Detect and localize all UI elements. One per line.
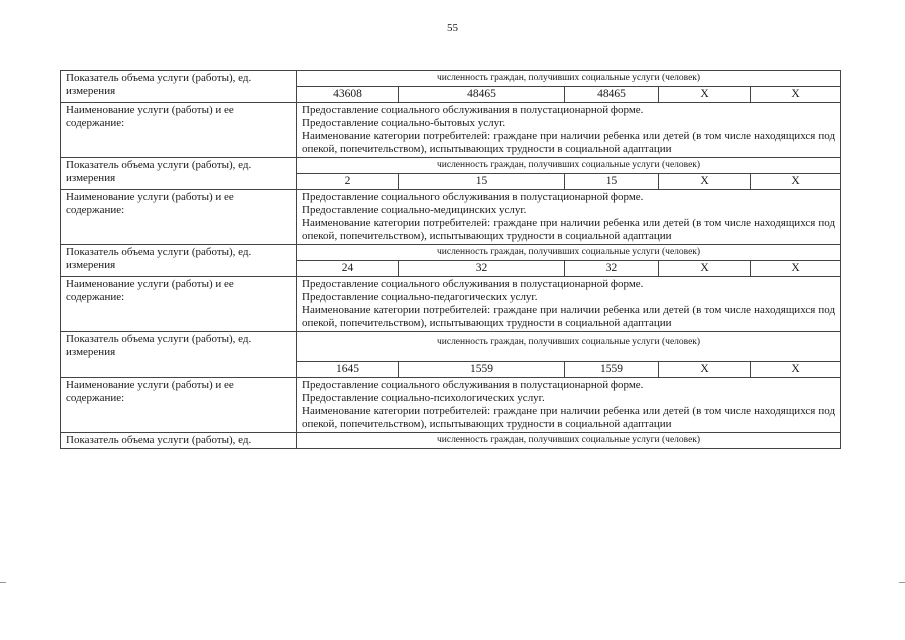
indicator-label: Показатель объема услуги (работы), ед. измерения: [61, 71, 297, 103]
description-line: Предоставление социального обслуживания в полустационарной форме.: [302, 379, 644, 391]
description-line: Наименование категории потребителей: граждане при наличии ребенка или детей (в том числе находящихся под опекой, попечительством), испытывающих трудности в социальной адаптации: [302, 304, 836, 329]
indicator-label: Показатель объема услуги (работы), ед.: [61, 433, 297, 449]
indicator-unit: численность граждан, получивших социальные услуги (человек): [297, 433, 841, 449]
description-line: Предоставление социального обслуживания в полустационарной форме.: [302, 278, 644, 290]
service-name-label: Наименование услуги (работы) и ее содержание:: [61, 103, 297, 158]
indicator-row: [61, 71, 841, 87]
service-name-label: Наименование услуги (работы) и ее содержание:: [61, 190, 297, 245]
indicator-unit: численность граждан, получивших социальные услуги (человек): [297, 158, 841, 174]
description-line: Наименование категории потребителей: граждане при наличии ребенка или детей (в том числе находящихся под опекой, попечительством), испытывающих трудности в социальной адаптации: [302, 217, 836, 242]
value-cell: 48465: [399, 87, 565, 103]
description-line: Предоставление социально-медицинских услуг.: [302, 204, 527, 216]
value-cell: Х: [751, 261, 841, 277]
indicator-row: [61, 332, 841, 362]
indicator-unit: численность граждан, получивших социальные услуги (человек): [297, 245, 841, 261]
value-cell: Х: [659, 261, 751, 277]
service-name-row: [61, 378, 841, 433]
value-cell: 43608: [297, 87, 399, 103]
service-name-row: [61, 190, 841, 245]
description-line: Предоставление социально-педагогических услуг.: [302, 291, 538, 303]
value-cell: 1645: [297, 362, 399, 378]
indicator-row: [61, 158, 841, 174]
value-cell: Х: [659, 87, 751, 103]
description-line: Наименование категории потребителей: граждане при наличии ребенка или детей (в том числе находящихся под опекой, попечительством), испытывающих трудности в социальной адаптации: [302, 405, 836, 430]
scan-edge-mark: [899, 582, 905, 583]
value-cell: 1559: [399, 362, 565, 378]
service-description: [297, 277, 841, 332]
indicator-unit: численность граждан, получивших социальные услуги (человек): [297, 71, 841, 87]
description-line: Предоставление социального обслуживания в полустационарной форме.: [302, 191, 644, 203]
indicator-unit: численность граждан, получивших социальные услуги (человек): [297, 332, 841, 362]
page-number: 55: [447, 22, 458, 34]
service-name-label: Наименование услуги (работы) и ее содержание:: [61, 277, 297, 332]
value-cell: Х: [659, 362, 751, 378]
description-line: Предоставление социального обслуживания в полустационарной форме.: [302, 104, 644, 116]
service-description: [297, 103, 841, 158]
value-cell: 15: [565, 174, 659, 190]
value-cell: 48465: [565, 87, 659, 103]
value-cell: Х: [751, 174, 841, 190]
value-cell: 1559: [565, 362, 659, 378]
service-description: [297, 378, 841, 433]
scan-edge-mark: [0, 582, 6, 583]
service-table: [60, 70, 841, 449]
value-cell: Х: [659, 174, 751, 190]
service-name-label: Наименование услуги (работы) и ее содержание:: [61, 378, 297, 433]
value-cell: 32: [565, 261, 659, 277]
service-name-row: [61, 103, 841, 158]
value-cell: 15: [399, 174, 565, 190]
service-name-row: [61, 277, 841, 332]
indicator-label: Показатель объема услуги (работы), ед. измерения: [61, 332, 297, 378]
value-cell: 2: [297, 174, 399, 190]
description-line: Наименование категории потребителей: граждане при наличии ребенка или детей (в том числе находящихся под опекой, попечительством), испытывающих трудности в социальной адаптации: [302, 130, 836, 155]
service-description: [297, 190, 841, 245]
indicator-label: Показатель объема услуги (работы), ед. измерения: [61, 245, 297, 277]
description-line: Предоставление социально-психологических услуг.: [302, 392, 545, 404]
description-line: Предоставление социально-бытовых услуг.: [302, 117, 506, 129]
indicator-label: Показатель объема услуги (работы), ед. измерения: [61, 158, 297, 190]
value-cell: 24: [297, 261, 399, 277]
indicator-row: [61, 245, 841, 261]
value-cell: 32: [399, 261, 565, 277]
value-cell: Х: [751, 362, 841, 378]
value-cell: Х: [751, 87, 841, 103]
indicator-row: [61, 433, 841, 449]
